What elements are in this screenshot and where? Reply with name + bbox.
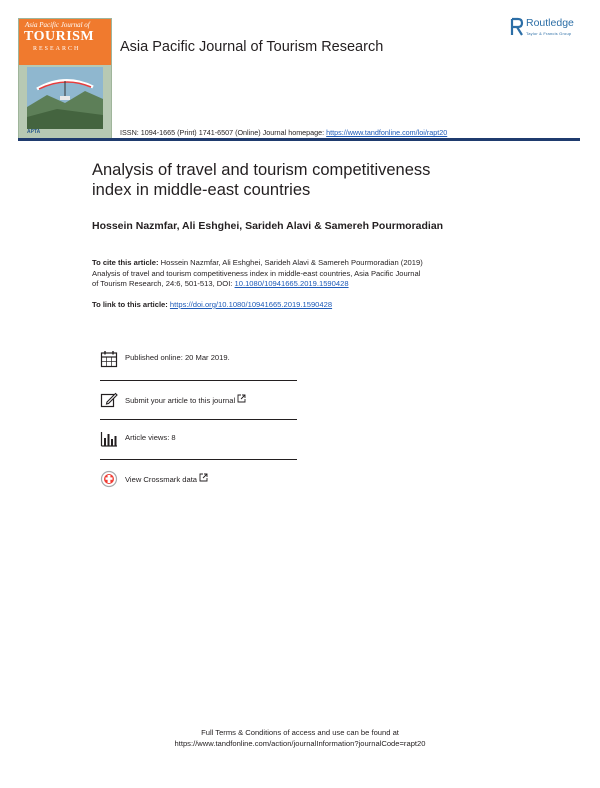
cite-text: of Tourism Research, 24:6, 501-513, DOI:: [92, 279, 235, 288]
publisher-logo[interactable]: [510, 17, 590, 39]
footer-url[interactable]: https://www.tandfonline.com/action/journalInformation?journalCode=rapt20: [174, 739, 426, 748]
issn-line: [120, 128, 447, 137]
submit-article-label: Submit your article to this journal: [125, 396, 236, 405]
publisher-name: Routledge: [526, 17, 574, 29]
journal-name: Asia Pacific Journal of Tourism Research: [120, 39, 384, 55]
crossmark-link[interactable]: [125, 473, 208, 484]
header-rule: [18, 138, 580, 141]
published-date: Published online: 20 Mar 2019.: [125, 353, 230, 362]
issn-text: ISSN: 1094-1665 (Print) 1741-6507 (Online) Journal homepage:: [120, 128, 327, 137]
crossmark-row[interactable]: [100, 468, 297, 496]
crossmark-label: View Crossmark data: [125, 475, 198, 484]
footer: [0, 727, 600, 749]
views-row: [100, 428, 297, 456]
publisher-tagline: Taylor & Francis Group: [526, 31, 572, 36]
article-title: [92, 160, 532, 200]
external-link-icon: [199, 473, 208, 482]
doi-link[interactable]: 10.1080/10941665.2019.1590428: [234, 279, 349, 288]
meta-divider: [100, 419, 297, 420]
article-doi-url[interactable]: https://doi.org/10.1080/10941665.2019.1590428: [169, 300, 333, 309]
cover-top-line: Asia Pacific Journal of: [25, 21, 90, 29]
journal-cover: [18, 18, 112, 139]
footer-text: Full Terms & Conditions of access and use can be found at: [201, 728, 399, 737]
cover-title: TOURISM: [24, 29, 95, 44]
crossmark-icon: [100, 470, 118, 488]
cite-label: To cite this article:: [92, 258, 159, 267]
meta-divider: [100, 380, 297, 381]
journal-homepage-link[interactable]: https://www.tandfonline.com/loi/rapt20: [326, 128, 448, 137]
link-label: To link to this article:: [92, 300, 170, 309]
cite-text: Hossein Nazmfar, Ali Eshghei, Sarideh Alavi & Samereh Pourmoradian (2019): [158, 258, 423, 267]
routledge-icon: [510, 17, 524, 37]
article-title-line: Analysis of travel and tourism competitiveness: [92, 161, 431, 179]
cite-text: Analysis of travel and tourism competitiveness index in middle-east countries, Asia Pacific Journal: [92, 268, 421, 278]
calendar-icon: [100, 350, 118, 368]
meta-divider: [100, 459, 297, 460]
citation-block: [92, 258, 512, 290]
article-views: Article views: 8: [125, 433, 176, 442]
edit-icon: [100, 391, 118, 409]
article-title-line: index in middle-east countries: [92, 181, 311, 199]
published-row: [100, 348, 297, 376]
external-link-icon: [237, 394, 246, 403]
cover-subtitle: RESEARCH: [33, 46, 81, 52]
article-link-line: [92, 300, 332, 309]
article-authors: Hossein Nazmfar, Ali Eshghei, Sarideh Alavi & Samereh Pourmoradian: [92, 220, 444, 232]
bar-chart-icon: [100, 430, 118, 448]
cover-logo: APTA: [27, 129, 41, 135]
cover-photo: [27, 67, 103, 129]
submit-article-link[interactable]: [125, 394, 246, 405]
submit-row[interactable]: [100, 389, 297, 417]
